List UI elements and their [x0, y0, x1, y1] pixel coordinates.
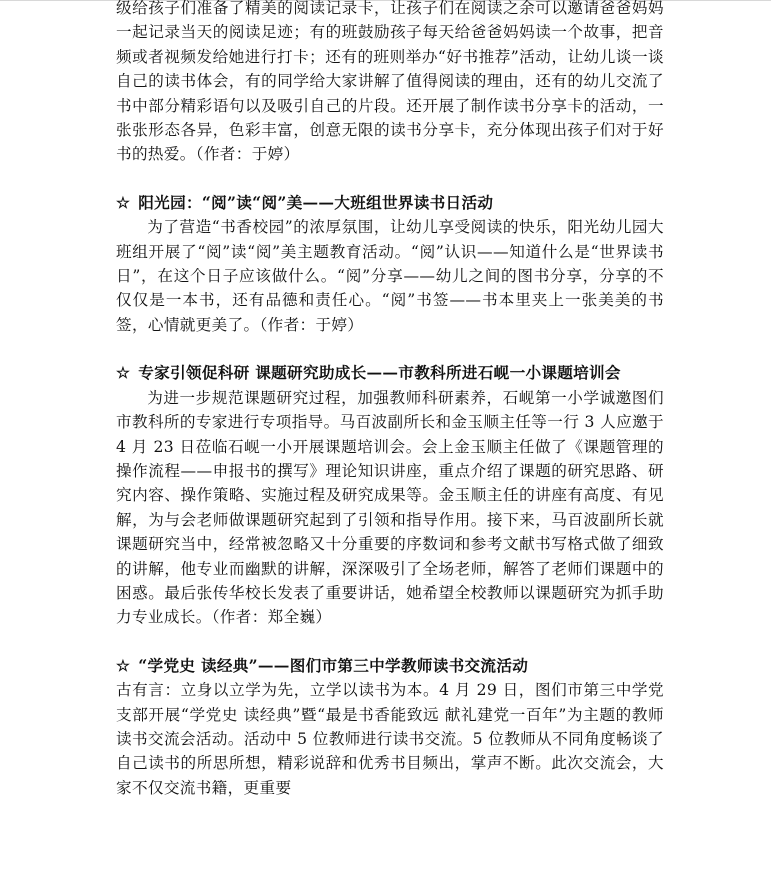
article-heading [116, 191, 664, 215]
article-title: 阳光园：“阅”读“阅”美——大班组世界读书日活动 [138, 192, 494, 212]
article-body: 为了营造“书香校园”的浓厚氛围，让幼儿享受阅读的快乐，阳光幼儿园大班组开展了“阅”读“阅”美主题教育活动。“阅”认识——知道什么是“世界读书日”，在这个日子应该做什么。“阅”分享——幼儿之间的图书分享，分享的不仅仅是一本书，还有品德和责任心。“阅”书签——书本里夹上一张美美的书签，心情就更美了。（作者：于婷） [116, 218, 664, 334]
star-icon: ☆ [116, 192, 131, 212]
article-party-history-reading [116, 654, 664, 800]
star-icon: ☆ [116, 363, 131, 383]
star-icon: ☆ [116, 655, 131, 675]
article-heading [116, 361, 664, 385]
document-page [116, 0, 664, 800]
article-title: 专家引领促科研 课题研究助成长——市教科所进石岘一小课题培训会 [138, 363, 621, 383]
article-body: 古有言：立身以立学为先，立学以读书为本。4 月 29 日，图们市第三中学党支部开展“学党史 读经典”暨“最是书香能致远 献礼建党一百年”为主题的教师读书交流会活动。活动中 5 位教师进行读书交流。5 位教师从不同角度畅谈了自己读书的所思所想，精彩说辞和优秀书目频出，掌声不断。此次交流会，大家不仅交流书籍，更重要 [116, 681, 664, 797]
article-body: 为进一步规范课题研究过程，加强教师科研素养，石岘第一小学诚邀图们市教科所的专家进行专项指导。马百波副所长和金玉顺主任等一行 3 人应邀于 4 月 23 日莅临石岘一小开展课题培训会。会上金玉顺主任做了《课题管理的操作流程——申报书的撰写》理论知识讲座，重点介绍了课题的研究思路、研究内容、操作策略、实施过程及研究成果等。金玉顺主任的讲座有高度、有见解，为与会老师做课题研究起到了引领和指导作用。接下来，马百波副所长就课题研究当中，经常被忽略又十分重要的序数词和参考文献书写格式做了细致的讲解，他专业而幽默的讲解，深深吸引了全场老师，解答了老师们课题中的困惑。最后张传华校长发表了重要讲话，她希望全校教师以课题研究为抓手助力专业成长。（作者：郑全巍） [116, 388, 664, 627]
article-research-training [116, 361, 664, 629]
article-title: “学党史 读经典”——图们市第三中学教师读书交流活动 [138, 655, 529, 675]
intro-paragraph: 级给孩子们准备了精美的阅读记录卡，让孩子们在阅读之余可以邀请爸爸妈妈一起记录当天的阅读足迹；有的班鼓励孩子每天给爸爸妈妈读一个故事，把音频或者视频发给她进行打卡；还有的班则举办“好书推荐”活动，让幼儿谈一谈自己的读书体会，有的同学给大家讲解了值得阅读的理由，还有的幼儿交流了书中部分精彩语句以及吸引自己的片段。还开展了制作读书分享卡的活动，一张张形态各异，色彩丰富，创意无限的读书分享卡，充分体现出孩子们对于好书的热爱。（作者：于婷） [116, 0, 664, 164]
article-heading [116, 654, 664, 678]
article-sunshine-kindergarten [116, 191, 664, 337]
